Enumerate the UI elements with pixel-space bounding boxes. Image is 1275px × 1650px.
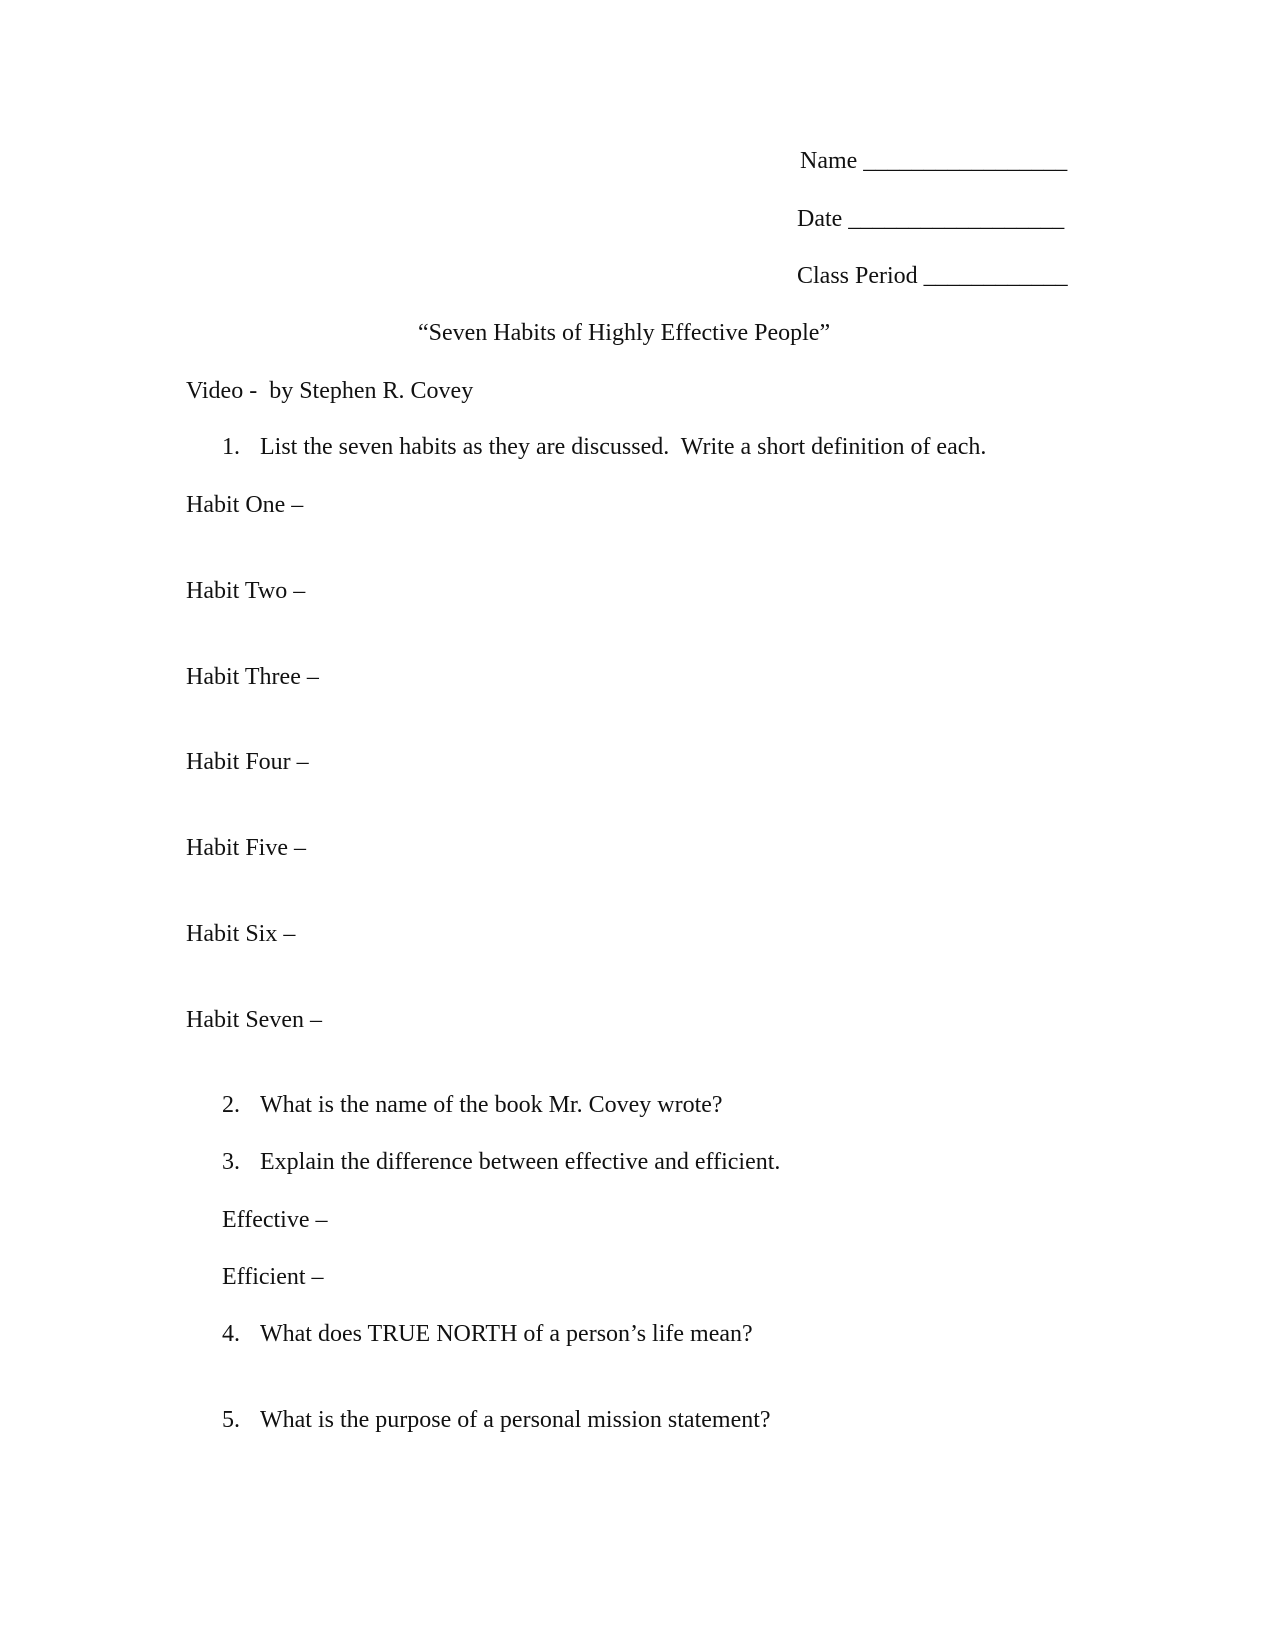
worksheet-subtitle: Video - by Stephen R. Covey — [186, 378, 474, 404]
habit-five-label: Habit Five – — [186, 835, 306, 861]
question-5-number: 5. — [222, 1407, 240, 1433]
name-field: Name _________________ — [800, 148, 1068, 174]
question-5-text: What is the purpose of a personal mission statement? — [260, 1407, 771, 1433]
question-4-number: 4. — [222, 1321, 240, 1347]
question-2-text: What is the name of the book Mr. Covey wrote? — [260, 1092, 723, 1118]
question-3-number: 3. — [222, 1149, 240, 1175]
question-2-number: 2. — [222, 1092, 240, 1118]
habit-two-label: Habit Two – — [186, 578, 306, 604]
question-3-text: Explain the difference between effective and efficient. — [260, 1149, 781, 1175]
question-4-text: What does TRUE NORTH of a person’s life mean? — [260, 1321, 753, 1347]
worksheet-title: “Seven Habits of Highly Effective People” — [418, 320, 831, 346]
habit-six-label: Habit Six – — [186, 921, 296, 947]
habit-seven-label: Habit Seven – — [186, 1007, 322, 1033]
habit-four-label: Habit Four – — [186, 749, 309, 775]
efficient-label: Efficient – — [222, 1264, 324, 1290]
question-1-text: List the seven habits as they are discussed. Write a short definition of each. — [260, 434, 987, 460]
date-field: Date __________________ — [797, 206, 1065, 232]
class-period-field: Class Period ____________ — [797, 263, 1068, 289]
habit-three-label: Habit Three – — [186, 664, 319, 690]
effective-label: Effective – — [222, 1207, 328, 1233]
habit-one-label: Habit One – — [186, 492, 304, 518]
question-1-number: 1. — [222, 434, 240, 460]
